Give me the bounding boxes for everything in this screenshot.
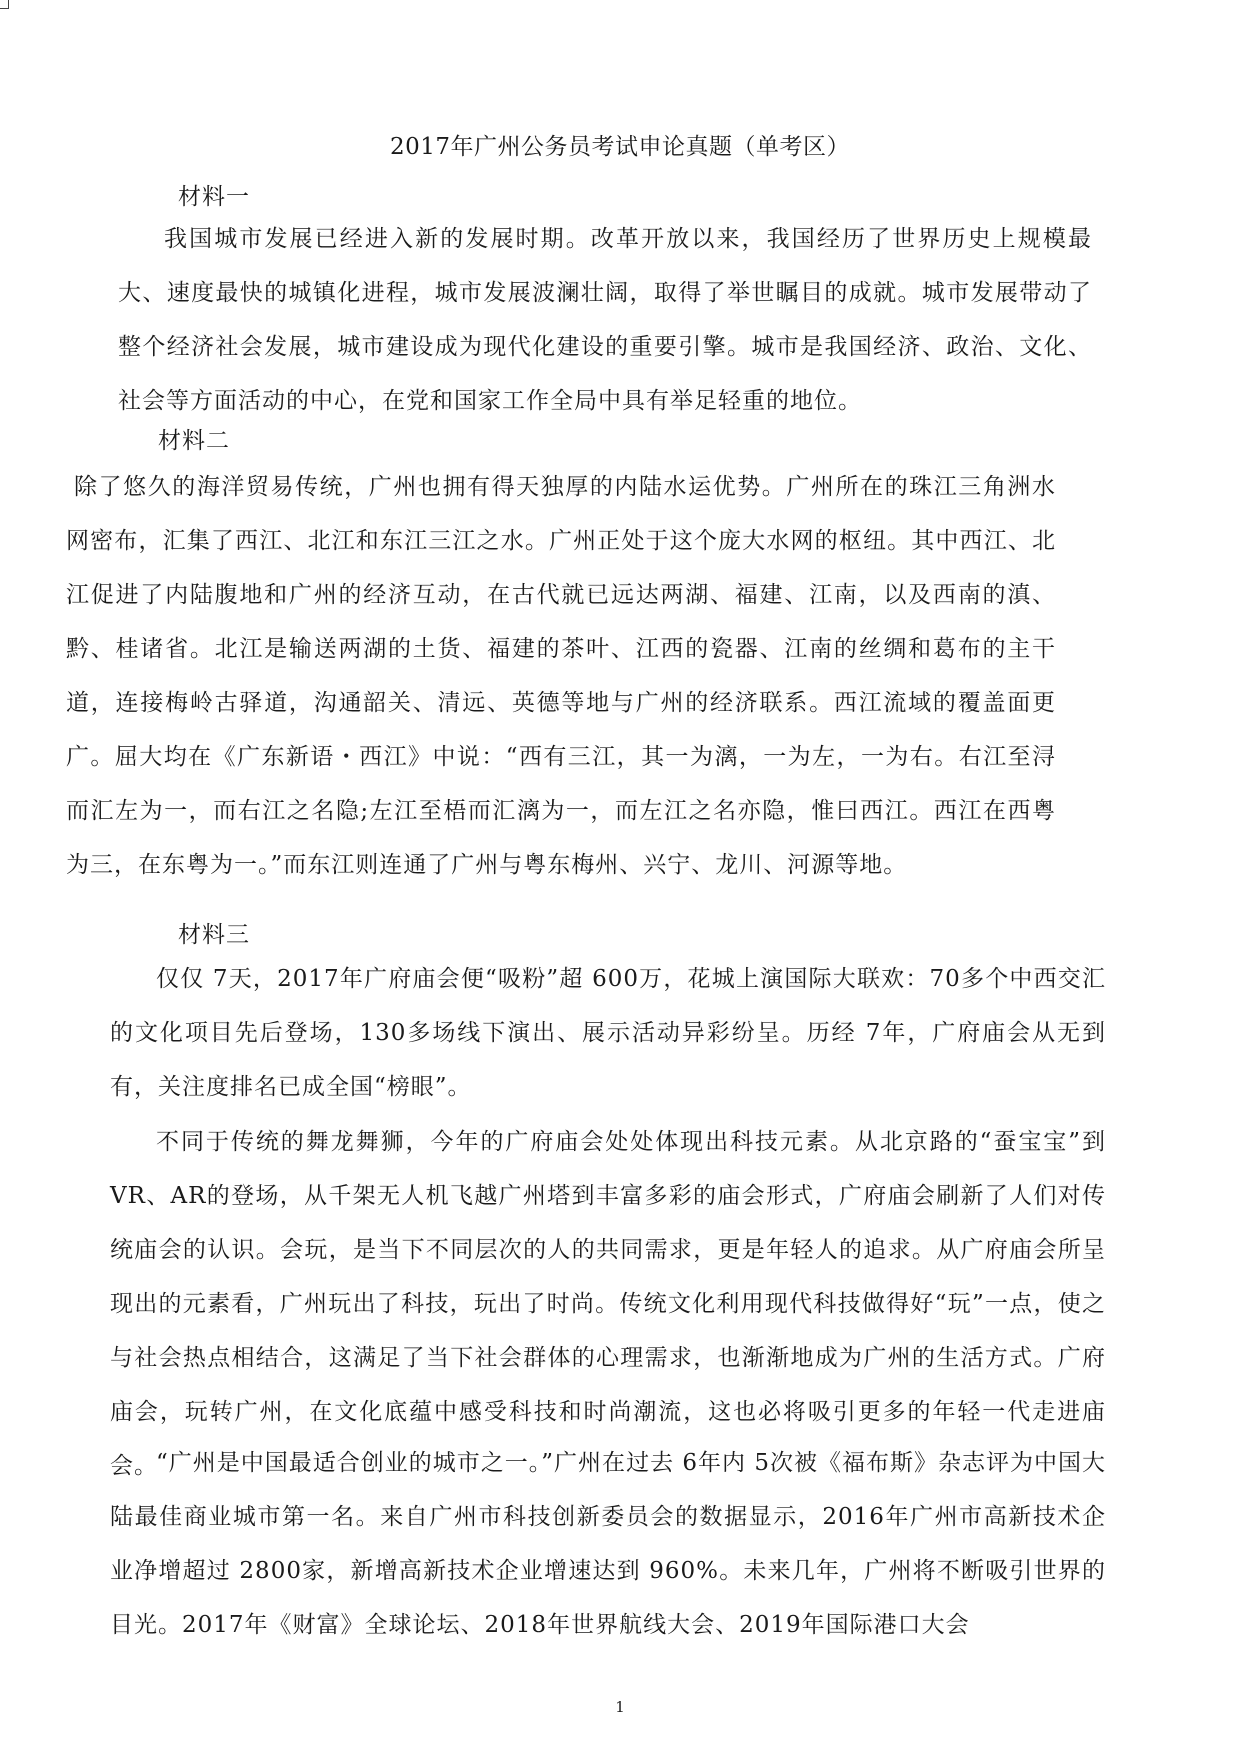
section-3-paragraph-3: “广州是中国最适合创业的城市之一。”广州在过去 6年内 5次被《福布斯》杂志评为中国大陆最佳商业城市第一名。来自广州市科技创新委员会的数据显示，2016年广州市高新技术企业净增超过 2800家，新增高新技术企业增速达到 960%。未来几年，广州将不断吸引世界的目光。2017年《财富》全球论坛、2018年世界航线大会、2019年国际港口大会: [110, 1450, 1106, 1638]
section-2-paragraph-1: 除了悠久的海洋贸易传统，广州也拥有得天独厚的内陆水运优势。广州所在的珠江三角洲水网密布，汇集了西江、北江和东江三江之水。广州正处于这个庞大水网的枢纽。其中西江、北江促进了内陆腹地和广州的经济互动，在古代就已远达两湖、福建、江南，以及西南的滇、黔、桂诸省。北江是输送两湖的土货、福建的茶叶、江西的瓷器、江南的丝绸和葛布的主干道，连接梅岭古驿道，沟通韶关、清远、英德等地与广州的经济联系。西江流域的覆盖面更广。屈大均在《广东新语・西江》中说：“西有三江，其一为漓，一为左，一为右。右江至浔而汇左为一，而右江之名隐;左江至梧而汇漓为一，而左江之名亦隐，惟曰西江。西江在西粤为三，在东粤为一。”而东江则连通了广州与粤东梅州、兴宁、龙川、河源等地。: [66, 474, 1056, 878]
page-number: 1: [615, 1698, 625, 1716]
section-3-paragraph-1: 仅仅 7天，2017年广府庙会便“吸粉”超 600万，花城上演国际大联欢：70多个中西交汇的文化项目先后登场，130多场线下演出、展示活动异彩纷呈。历经 7年，广府庙会从无到有，关注度排名已成全国“榜眼”。: [110, 966, 1106, 1100]
section-heading-1: 材料一: [178, 184, 250, 210]
document-title: 2017年广州公务员考试申论真题（单考区）: [389, 134, 851, 160]
section-3-paragraph-2: 不同于传统的舞龙舞狮，今年的广府庙会处处体现出科技元素。从北京路的“蚕宝宝”到 VR、AR的登场，从千架无人机飞越广州塔到丰富多彩的庙会形式，广府庙会刷新了人们对传统庙会的认识。会玩，是当下不同层次的人的共同需求，更是年轻人的追求。从广府庙会所呈现出的元素看，广州玩出了科技，玩出了时尚。传统文化利用现代科技做得好“玩”一点，使之与社会热点相结合，这满足了当下社会群体的心理需求，也渐渐地成为广州的生活方式。广府庙会，玩转广州，在文化底蕴中感受科技和时尚潮流，这也必将吸引更多的年轻一代走进庙会。: [110, 1129, 1106, 1479]
section-heading-2: 材料二: [158, 428, 230, 454]
section-1-paragraph-1: 我国城市发展已经进入新的发展时期。改革开放以来，我国经历了世界历史上规模最大、速度最快的城镇化进程，城市发展波澜壮阔，取得了举世瞩目的成就。城市发展带动了整个经济社会发展，城市建设成为现代化建设的重要引擎。城市是我国经济、政治、文化、社会等方面活动的中心，在党和国家工作全局中具有举足轻重的地位。: [118, 226, 1092, 414]
section-heading-3: 材料三: [178, 922, 250, 948]
